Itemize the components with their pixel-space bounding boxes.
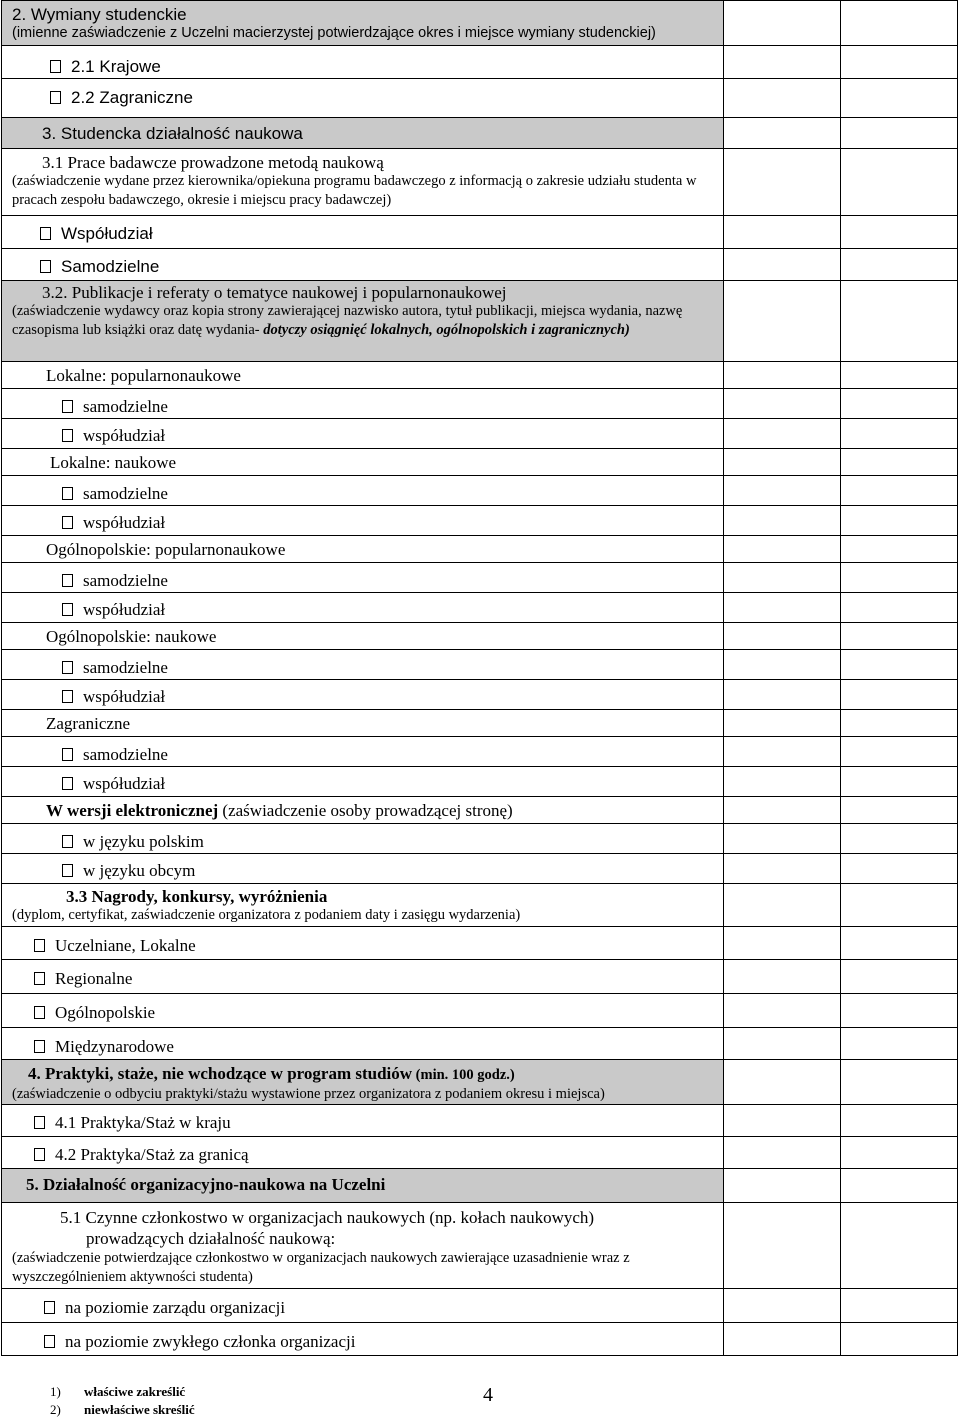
verification-cell[interactable] [841, 449, 958, 476]
points-cell[interactable] [724, 1203, 841, 1289]
verification-cell[interactable] [841, 1, 958, 46]
verification-cell[interactable] [841, 1137, 958, 1169]
section-5-title: 5. Działalność organizacyjno-naukowa na Uczelni [26, 1175, 386, 1194]
group-heading: Lokalne: naukowe [50, 453, 177, 472]
checkbox[interactable] [62, 603, 73, 616]
option-label: w języku polskim [83, 832, 204, 851]
verification-cell[interactable] [841, 79, 958, 118]
group-heading: Zagraniczne [46, 714, 130, 733]
option-label: na poziomie zarządu organizacji [65, 1298, 286, 1317]
verification-cell[interactable] [841, 680, 958, 710]
verification-cell[interactable] [841, 927, 958, 960]
section-3-2-header [2, 281, 724, 362]
section-3-3-title: 3.3 Nagrody, konkursy, wyróżnienia [66, 887, 328, 906]
option-label: 4.1 Praktyka/Staż w kraju [55, 1113, 231, 1132]
points-cell[interactable] [724, 1105, 841, 1137]
verification-cell[interactable] [841, 1323, 958, 1356]
points-cell[interactable] [724, 650, 841, 680]
checkbox[interactable] [62, 574, 73, 587]
points-cell[interactable] [724, 797, 841, 824]
verification-cell[interactable] [841, 46, 958, 79]
verification-cell[interactable] [841, 536, 958, 563]
section-3-3-note: (dyplom, certyfikat, zaświadczenie organizatora z podaniem daty i zasięgu wydarzenia) [12, 907, 521, 923]
section-2-note: (imienne zaświadczenie z Uczelni macierzystej potwierdzające okres i miejsce wymiany studenckiej) [12, 25, 656, 41]
verification-cell[interactable] [841, 563, 958, 593]
section-4-title: 4. Praktyki, staże, nie wchodzące w program studiów [28, 1064, 413, 1083]
section-2-header [2, 1, 724, 46]
verification-cell[interactable] [841, 1105, 958, 1137]
verification-cell[interactable] [841, 960, 958, 994]
points-cell[interactable] [724, 1323, 841, 1356]
section-4-header [2, 1060, 724, 1105]
option-label: Współudział [61, 224, 153, 243]
group-heading: Ogólnopolskie: naukowe [46, 627, 217, 646]
option-label: Uczelniane, Lokalne [55, 936, 196, 955]
checkbox[interactable] [62, 661, 73, 674]
option-label: w języku obcym [83, 861, 196, 880]
points-cell[interactable] [724, 623, 841, 650]
verification-cell[interactable] [841, 1028, 958, 1060]
verification-cell[interactable] [841, 249, 958, 281]
option-label: Międzynarodowe [55, 1037, 174, 1056]
footnote-text: właściwe zakreślić [84, 1384, 186, 1399]
section-3-3-header [2, 884, 724, 927]
section-5-1-note: (zaświadczenie potwierdzające członkostwo w organizacjach naukowych zawierające uzasadnienie wraz z wyszczególnieniem aktywności studenta) [12, 1250, 630, 1285]
checkbox[interactable] [44, 1301, 55, 1314]
points-cell[interactable] [724, 767, 841, 797]
section-2-title: 2. Wymiany studenckie [12, 5, 187, 24]
verification-cell[interactable] [841, 1169, 958, 1203]
checkbox[interactable] [50, 60, 61, 73]
section-3-title: 3. Studencka działalność naukowa [42, 124, 303, 143]
section-3-2-note-emphasis: dotyczy osiągnięć lokalnych, ogólnopolskich i zagranicznych) [263, 322, 630, 338]
section-5-1-title: 5.1 Czynne członkostwo w organizacjach naukowych (np. kołach naukowych) [60, 1208, 595, 1227]
points-cell[interactable] [724, 1137, 841, 1169]
verification-cell[interactable] [841, 362, 958, 389]
points-cell[interactable] [724, 680, 841, 710]
section-3-1-header [2, 149, 724, 216]
footnote-number: 1) [50, 1384, 61, 1399]
points-cell[interactable] [724, 46, 841, 79]
points-cell[interactable] [724, 994, 841, 1028]
checkbox[interactable] [50, 91, 61, 104]
verification-cell[interactable] [841, 149, 958, 216]
verification-cell[interactable] [841, 506, 958, 536]
checkbox[interactable] [34, 1040, 45, 1053]
verification-cell[interactable] [841, 737, 958, 767]
points-cell[interactable] [724, 563, 841, 593]
option-label: współudział [83, 600, 166, 619]
verification-cell[interactable] [841, 593, 958, 623]
footnote-number: 2) [50, 1402, 61, 1417]
verification-cell[interactable] [841, 623, 958, 650]
points-cell[interactable] [724, 249, 841, 281]
footnote-text: niewłaściwe skreślić [84, 1402, 195, 1417]
option-label: samodzielne [83, 745, 168, 764]
checkbox[interactable] [62, 487, 73, 500]
verification-cell[interactable] [841, 389, 958, 419]
points-cell[interactable] [724, 216, 841, 249]
option-label: współudział [83, 687, 166, 706]
points-cell[interactable] [724, 927, 841, 960]
section-3-2-note: (zaświadczenie wydawcy oraz kopia strony zawierającej nazwisko autora, tytuł publikacji, miejsca wydania, nazwę czasopisma lub książki oraz datę wydania- [12, 303, 683, 338]
checkbox[interactable] [62, 400, 73, 413]
group-heading: Ogólnopolskie: popularnonaukowe [46, 540, 286, 559]
section-3-1-title: 3.1 Prace badawcze prowadzone metodą naukową [42, 153, 384, 172]
points-cell[interactable] [724, 884, 841, 927]
checkbox[interactable] [34, 1116, 45, 1129]
verification-cell[interactable] [841, 476, 958, 506]
verification-cell[interactable] [841, 710, 958, 737]
section-5-1-title-cont: prowadzących działalność naukową: [86, 1229, 336, 1248]
checkbox[interactable] [40, 260, 51, 273]
points-cell[interactable] [724, 1028, 841, 1060]
checkbox[interactable] [34, 939, 45, 952]
points-cell[interactable] [724, 1169, 841, 1203]
footnotes [50, 1383, 195, 1419]
verification-cell[interactable] [841, 854, 958, 884]
option-label: współudział [83, 774, 166, 793]
option-label: samodzielne [83, 397, 168, 416]
section-5-header [2, 1169, 724, 1203]
checkbox[interactable] [34, 972, 45, 985]
verification-cell[interactable] [841, 994, 958, 1028]
checkbox[interactable] [62, 748, 73, 761]
points-cell[interactable] [724, 1289, 841, 1323]
points-cell[interactable] [724, 737, 841, 767]
group-heading: W wersji elektronicznej [46, 801, 219, 820]
points-cell[interactable] [724, 281, 841, 362]
checkbox[interactable] [34, 1006, 45, 1019]
points-cell[interactable] [724, 79, 841, 118]
points-cell[interactable] [724, 854, 841, 884]
points-cell[interactable] [724, 960, 841, 994]
checkbox[interactable] [34, 1148, 45, 1161]
verification-cell[interactable] [841, 884, 958, 927]
option-label: samodzielne [83, 484, 168, 503]
points-cell[interactable] [724, 536, 841, 563]
verification-cell[interactable] [841, 419, 958, 449]
checkbox[interactable] [44, 1335, 55, 1348]
checkbox[interactable] [62, 690, 73, 703]
option-label: Ogólnopolskie [55, 1003, 156, 1022]
verification-cell[interactable] [841, 118, 958, 149]
checkbox[interactable] [62, 429, 73, 442]
option-label: 2.2 Zagraniczne [71, 88, 193, 107]
section-5-1-header [2, 1203, 724, 1289]
checkbox[interactable] [40, 227, 51, 240]
option-label: na poziomie zwykłego członka organizacji [65, 1332, 356, 1351]
verification-cell[interactable] [841, 1203, 958, 1289]
section-3-2-title: 3.2. Publikacje i referaty o tematyce naukowej i popularnonaukowej [42, 283, 507, 302]
option-label: Samodzielne [61, 257, 160, 276]
section-4-note: (zaświadczenie o odbyciu praktyki/stażu wystawione przez organizatora z podaniem okresu i miejsca) [12, 1086, 605, 1102]
option-label: 2.1 Krajowe [71, 57, 161, 76]
verification-cell[interactable] [841, 281, 958, 362]
option-label: współudział [83, 513, 166, 532]
checkbox[interactable] [62, 864, 73, 877]
points-cell[interactable] [724, 449, 841, 476]
option-label: 4.2 Praktyka/Staż za granicą [55, 1145, 249, 1164]
points-cell[interactable] [724, 419, 841, 449]
verification-cell[interactable] [841, 1289, 958, 1323]
option-label: samodzielne [83, 571, 168, 590]
option-label: Regionalne [55, 969, 133, 988]
section-4-min: (min. 100 godz.) [412, 1067, 515, 1083]
checkbox[interactable] [62, 516, 73, 529]
points-cell[interactable] [724, 710, 841, 737]
points-cell[interactable] [724, 118, 841, 149]
verification-cell[interactable] [841, 767, 958, 797]
points-cell[interactable] [724, 362, 841, 389]
verification-cell[interactable] [841, 216, 958, 249]
verification-cell[interactable] [841, 824, 958, 854]
points-cell[interactable] [724, 1, 841, 46]
points-cell[interactable] [724, 476, 841, 506]
section-3-header [2, 118, 724, 149]
points-cell[interactable] [724, 824, 841, 854]
verification-cell[interactable] [841, 650, 958, 680]
option-label: samodzielne [83, 658, 168, 677]
points-cell[interactable] [724, 1060, 841, 1105]
points-cell[interactable] [724, 506, 841, 536]
checkbox[interactable] [62, 835, 73, 848]
points-cell[interactable] [724, 389, 841, 419]
checkbox[interactable] [62, 777, 73, 790]
group-note: (zaświadczenie osoby prowadzącej stronę) [218, 801, 513, 820]
points-cell[interactable] [724, 593, 841, 623]
section-3-1-note: (zaświadczenie wydane przez kierownika/opiekuna programu badawczego z informacją o zakresie udziału studenta w pracach zespołu badawczego, okresie i miejscu pracy badawczej) [12, 173, 697, 208]
page-number: 4 [483, 1384, 493, 1406]
verification-cell[interactable] [841, 1060, 958, 1105]
group-heading: Lokalne: popularnonaukowe [46, 366, 241, 385]
option-label: współudział [83, 426, 166, 445]
points-cell[interactable] [724, 149, 841, 216]
verification-cell[interactable] [841, 797, 958, 824]
form-table [1, 0, 958, 1356]
